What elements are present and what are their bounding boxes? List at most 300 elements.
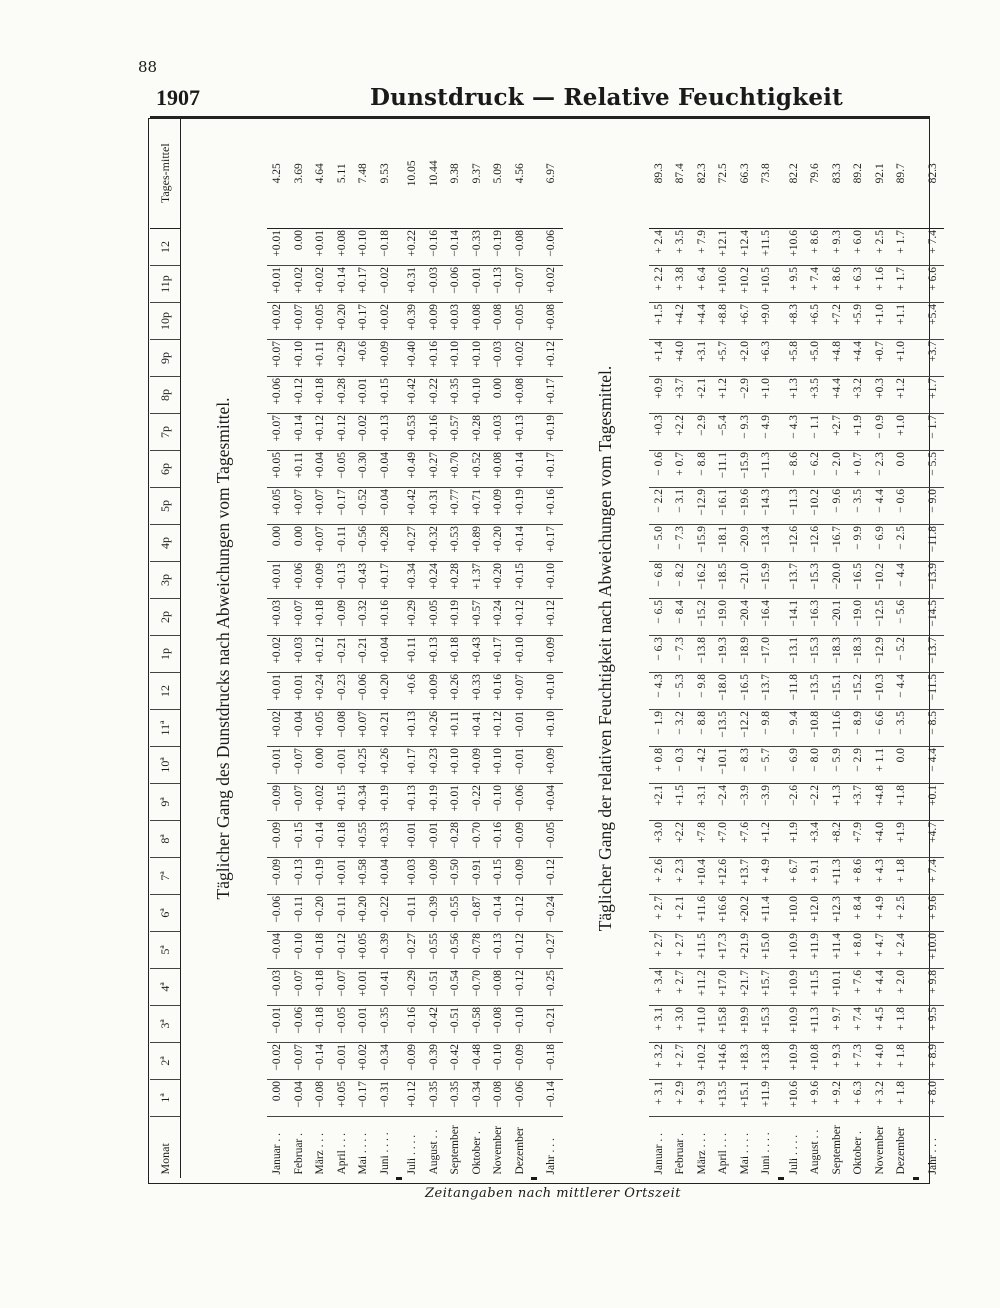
value-cell: +0.40 — [402, 340, 424, 377]
value-cell: +0.13 — [510, 414, 532, 451]
value-cell: 0.00 — [289, 525, 311, 562]
value-cell: −12.2 — [735, 710, 757, 747]
value-cell: −5.4 — [713, 414, 735, 451]
value-cell: +0.01 — [267, 673, 289, 710]
value-cell: −0.22 — [375, 895, 397, 932]
daily-mean-cell: 5.11 — [332, 119, 354, 229]
header-hour: 3ª — [150, 1006, 181, 1043]
value-cell: +0.58 — [353, 858, 375, 895]
header-hour: 9ª — [150, 784, 181, 821]
value-cell: − 3.5 — [891, 710, 913, 747]
value-cell: −0.03 — [424, 266, 446, 303]
value-cell: +0.17 — [353, 303, 375, 340]
value-cell: +0.09 — [467, 747, 489, 784]
value-cell: + 8.0 — [919, 1080, 945, 1117]
value-cell: +0.10 — [537, 673, 563, 710]
value-cell: +21.9 — [735, 932, 757, 969]
table-row — [332, 119, 354, 1179]
daily-mean-cell: 92.1 — [870, 119, 892, 229]
value-cell: + 2.4 — [649, 229, 671, 266]
value-cell: −0.51 — [424, 969, 446, 1006]
daily-mean-cell: 10.44 — [424, 119, 446, 229]
value-cell: + 7.4 — [805, 266, 827, 303]
value-cell: −0.07 — [289, 747, 311, 784]
value-cell: − 4.2 — [692, 747, 714, 784]
value-cell: +2.7 — [827, 414, 849, 451]
value-cell: +0.08 — [467, 303, 489, 340]
value-cell: +0.13 — [424, 636, 446, 673]
table-row — [784, 119, 806, 1179]
value-cell: + 8.6 — [827, 266, 849, 303]
value-cell: +0.27 — [402, 525, 424, 562]
value-cell: + 0.7 — [848, 451, 870, 488]
value-cell: +0.09 — [310, 562, 332, 599]
value-cell: +0.12 — [332, 414, 354, 451]
value-cell: +0.14 — [289, 414, 311, 451]
value-cell: +0.20 — [488, 525, 510, 562]
value-cell: +0.14 — [510, 451, 532, 488]
daily-mean-cell: 73.8 — [756, 119, 778, 229]
value-cell: −0.70 — [467, 821, 489, 858]
value-cell: −0.11 — [402, 895, 424, 932]
value-cell: −0.56 — [445, 932, 467, 969]
value-cell: −12.6 — [784, 525, 806, 562]
value-cell: +0.10 — [488, 747, 510, 784]
value-cell: +0.01 — [353, 377, 375, 414]
value-cell: − 8.2 — [670, 562, 692, 599]
value-cell: −0.33 — [467, 229, 489, 266]
value-cell: +13.7 — [735, 858, 757, 895]
value-cell: − 4.3 — [649, 673, 671, 710]
value-cell: +0.04 — [375, 636, 397, 673]
value-cell: −0.07 — [289, 1043, 311, 1080]
value-cell: −0.02 — [353, 414, 375, 451]
daily-mean-cell: 89.3 — [649, 119, 671, 229]
value-cell: +0.17 — [353, 266, 375, 303]
value-cell: + 3.1 — [649, 1080, 671, 1117]
value-cell: +0.12 — [310, 414, 332, 451]
value-cell: +0.9 — [649, 377, 671, 414]
value-cell: +3.2 — [848, 377, 870, 414]
value-cell: +0.6 — [353, 340, 375, 377]
value-cell: + 9.3 — [827, 1043, 849, 1080]
value-cell: +19.9 — [735, 1006, 757, 1043]
daily-mean-cell: 79.6 — [805, 119, 827, 229]
value-cell: + 7.3 — [848, 1043, 870, 1080]
value-cell: −0.39 — [375, 932, 397, 969]
value-cell: +1.0 — [891, 414, 913, 451]
value-cell: −0.21 — [353, 636, 375, 673]
value-cell: − 8.6 — [784, 451, 806, 488]
table-row — [267, 119, 289, 1179]
value-cell: −0.12 — [537, 858, 563, 895]
value-cell: −0.06 — [510, 784, 532, 821]
value-cell: − 8.8 — [692, 451, 714, 488]
value-cell: +0.18 — [445, 636, 467, 673]
value-cell: + 7.6 — [848, 969, 870, 1006]
value-cell: +7.2 — [827, 303, 849, 340]
value-cell: − 4.3 — [784, 414, 806, 451]
value-cell: +10.8 — [805, 1043, 827, 1080]
value-cell: −19.0 — [713, 599, 735, 636]
value-cell: +12.0 — [805, 895, 827, 932]
value-cell: +2.1 — [692, 377, 714, 414]
value-cell: +0.05 — [332, 1080, 354, 1117]
value-cell: +0.01 — [353, 969, 375, 1006]
value-cell: +0.17 — [537, 451, 563, 488]
value-cell: −0.16 — [488, 821, 510, 858]
value-cell: −0.01 — [332, 747, 354, 784]
value-cell: + 2.5 — [870, 229, 892, 266]
month-label: Januar . . — [652, 1132, 665, 1175]
value-cell: −0.05 — [332, 451, 354, 488]
value-cell: +0.26 — [424, 710, 446, 747]
value-cell: +0.33 — [375, 821, 397, 858]
value-cell: +11.4 — [756, 895, 778, 932]
value-cell: +15.0 — [756, 932, 778, 969]
value-cell: −0.25 — [537, 969, 563, 1006]
value-cell: +11.4 — [827, 932, 849, 969]
daily-mean-cell: 82.3 — [919, 119, 945, 229]
value-cell: −0.04 — [375, 451, 397, 488]
value-cell: +1.2 — [713, 377, 735, 414]
value-cell: + 4.7 — [870, 932, 892, 969]
value-cell: −0.04 — [267, 932, 289, 969]
value-cell: −17.0 — [756, 636, 778, 673]
value-cell: − 5.6 — [891, 599, 913, 636]
value-cell: − 6.9 — [784, 747, 806, 784]
value-cell: +0.10 — [445, 747, 467, 784]
table-row — [488, 119, 510, 1179]
table-row — [827, 119, 849, 1179]
value-cell: +3.5 — [805, 377, 827, 414]
value-cell: −13.8 — [692, 636, 714, 673]
value-cell: −11.3 — [784, 488, 806, 525]
value-cell: −0.18 — [310, 932, 332, 969]
value-cell: −0.56 — [353, 525, 375, 562]
value-cell: +11.9 — [805, 932, 827, 969]
value-cell: −20.9 — [735, 525, 757, 562]
value-cell: +17.0 — [713, 969, 735, 1006]
value-cell: + 3.5 — [670, 229, 692, 266]
value-cell: −14.5 — [919, 599, 945, 636]
value-cell: +1.5 — [670, 784, 692, 821]
value-cell: +0.11 — [310, 340, 332, 377]
value-cell: −0.04 — [289, 710, 311, 747]
value-cell: −0.10 — [488, 784, 510, 821]
value-cell: −18.0 — [713, 673, 735, 710]
value-cell: +0.05 — [310, 710, 332, 747]
value-cell: + 9.8 — [919, 969, 945, 1006]
value-cell: +0.07 — [353, 710, 375, 747]
value-cell: −0.01 — [424, 821, 446, 858]
table-row — [402, 119, 424, 1179]
table-row — [756, 119, 778, 1179]
value-cell: −13.5 — [713, 710, 735, 747]
header-hour: 8ª — [150, 821, 181, 858]
value-cell: +0.28 — [332, 377, 354, 414]
value-cell: −0.07 — [510, 266, 532, 303]
value-cell: +0.13 — [402, 784, 424, 821]
value-cell: + 2.7 — [670, 969, 692, 1006]
value-cell: + 9.5 — [784, 266, 806, 303]
table-row — [510, 119, 532, 1179]
value-cell: −0.18 — [537, 1043, 563, 1080]
header-hour: 8p — [150, 377, 181, 414]
value-cell: 0.00 — [267, 525, 289, 562]
value-cell: +3.7 — [848, 784, 870, 821]
header-hour: 11p — [150, 266, 181, 303]
value-cell: −0.42 — [445, 1043, 467, 1080]
daily-mean-cell: 4.64 — [310, 119, 332, 229]
value-cell: +10.9 — [784, 1006, 806, 1043]
value-cell: −0.18 — [310, 969, 332, 1006]
value-cell: +1.9 — [891, 821, 913, 858]
value-cell: +0.19 — [424, 784, 446, 821]
value-cell: −14.3 — [756, 488, 778, 525]
value-cell: +4.4 — [827, 377, 849, 414]
value-cell: − 8.4 — [670, 599, 692, 636]
table-row — [310, 119, 332, 1179]
value-cell: + 2.3 — [670, 858, 692, 895]
value-cell: + 8.6 — [805, 229, 827, 266]
value-cell: +7.9 — [848, 821, 870, 858]
value-cell: +0.22 — [424, 377, 446, 414]
value-cell: +3.7 — [670, 377, 692, 414]
value-cell: +0.03 — [445, 303, 467, 340]
value-cell: + 8.6 — [848, 858, 870, 895]
value-cell: −18.3 — [848, 636, 870, 673]
value-cell: − 3.5 — [848, 488, 870, 525]
value-cell: + 2.6 — [649, 858, 671, 895]
value-cell: −16.4 — [756, 599, 778, 636]
value-cell: +0.3 — [870, 377, 892, 414]
value-cell: −0.07 — [289, 784, 311, 821]
daily-mean-cell: 83.3 — [827, 119, 849, 229]
value-cell: 0.00 — [488, 377, 510, 414]
value-cell: +0.05 — [424, 599, 446, 636]
value-cell: −0.01 — [353, 1006, 375, 1043]
value-cell: +1.4 — [649, 340, 671, 377]
value-cell: −16.3 — [805, 599, 827, 636]
value-cell: + 3.0 — [670, 1006, 692, 1043]
value-cell: −0.05 — [510, 303, 532, 340]
value-cell: +4.0 — [670, 340, 692, 377]
value-cell: −0.30 — [353, 451, 375, 488]
value-cell: +10.0 — [784, 895, 806, 932]
value-cell: −10.3 — [870, 673, 892, 710]
month-label: Jahr . . . — [545, 1138, 557, 1175]
header-hour: 5p — [150, 488, 181, 525]
header-hour: 9p — [150, 340, 181, 377]
value-cell: − 5.2 — [891, 636, 913, 673]
value-cell: −13.4 — [756, 525, 778, 562]
value-cell: − 0.6 — [649, 451, 671, 488]
value-cell: − 4.9 — [756, 414, 778, 451]
value-cell: + 6.3 — [848, 1080, 870, 1117]
value-cell: +0.18 — [310, 599, 332, 636]
value-cell: −0.39 — [424, 895, 446, 932]
value-cell: + 2.7 — [649, 932, 671, 969]
value-cell: +0.08 — [510, 377, 532, 414]
value-cell: + 2.9 — [670, 1080, 692, 1117]
value-cell: +8.8 — [713, 303, 735, 340]
daily-mean-cell: 5.09 — [488, 119, 510, 229]
value-cell: −21.0 — [735, 562, 757, 599]
value-cell: + 3.8 — [670, 266, 692, 303]
value-cell: + 1.8 — [891, 1043, 913, 1080]
value-cell: −0.18 — [310, 1006, 332, 1043]
value-cell: +0.04 — [310, 451, 332, 488]
value-cell: +10.1 — [827, 969, 849, 1006]
value-cell: +7.6 — [735, 821, 757, 858]
value-cell: +0.05 — [267, 488, 289, 525]
value-cell: +12.6 — [713, 858, 735, 895]
value-cell: +1.0 — [891, 340, 913, 377]
value-cell: −12.6 — [805, 525, 827, 562]
value-cell: −13.9 — [919, 562, 945, 599]
value-cell: +0.03 — [267, 599, 289, 636]
value-cell: +1.9 — [784, 821, 806, 858]
value-cell: +0.09 — [537, 636, 563, 673]
value-cell: −10.1 — [713, 747, 735, 784]
value-cell: −0.13 — [289, 858, 311, 895]
value-cell: + 4.0 — [870, 1043, 892, 1080]
value-cell: +0.28 — [467, 414, 489, 451]
value-cell: −16.1 — [713, 488, 735, 525]
value-cell: −0.03 — [488, 340, 510, 377]
value-cell: +21.7 — [735, 969, 757, 1006]
header-hour: 1ª — [150, 1080, 181, 1117]
value-cell: +0.22 — [402, 229, 424, 266]
value-cell: − 7.3 — [670, 525, 692, 562]
value-cell: + 6.6 — [919, 266, 945, 303]
value-cell: −0.01 — [267, 747, 289, 784]
table-row — [870, 119, 892, 1179]
value-cell: + 2.7 — [649, 895, 671, 932]
value-cell: + 2.0 — [891, 969, 913, 1006]
value-cell: −0.06 — [353, 673, 375, 710]
value-cell: −0.13 — [488, 266, 510, 303]
month-label: März . . . — [314, 1132, 326, 1175]
value-cell: + 6.7 — [784, 858, 806, 895]
value-cell: +0.01 — [267, 266, 289, 303]
value-cell: +0.25 — [353, 747, 375, 784]
value-cell: +0.53 — [445, 525, 467, 562]
value-cell: −0.01 — [332, 1043, 354, 1080]
value-cell: +0.10 — [510, 636, 532, 673]
value-cell: +1.1 — [891, 303, 913, 340]
value-cell: −0.31 — [375, 1080, 397, 1117]
value-cell: +0.41 — [467, 710, 489, 747]
daily-mean-cell: 89.7 — [891, 119, 913, 229]
value-cell: +0.24 — [488, 599, 510, 636]
value-cell: +0.28 — [445, 562, 467, 599]
value-cell: +1.37 — [467, 562, 489, 599]
value-cell: − 9.8 — [692, 673, 714, 710]
value-cell: −0.11 — [332, 525, 354, 562]
table-row — [289, 119, 311, 1179]
value-cell: +0.13 — [375, 414, 397, 451]
value-cell: − 6.5 — [649, 599, 671, 636]
value-cell: −0.21 — [332, 636, 354, 673]
value-cell: +11.5 — [805, 969, 827, 1006]
value-cell: +0.07 — [289, 488, 311, 525]
value-cell: +4.0 — [870, 821, 892, 858]
value-cell: −0.23 — [332, 673, 354, 710]
header-hour: 2ª — [150, 1043, 181, 1080]
value-cell: −0.20 — [310, 895, 332, 932]
value-cell: +0.17 — [537, 377, 563, 414]
footnote: Zeitangaben nach mittlerer Ortszeit — [425, 1186, 681, 1201]
daily-mean-cell: 9.53 — [375, 119, 397, 229]
value-cell: + 1.8 — [891, 858, 913, 895]
value-cell: + 9.6 — [919, 895, 945, 932]
value-cell: +0.20 — [488, 562, 510, 599]
value-cell: −19.3 — [713, 636, 735, 673]
value-cell: +0.70 — [445, 451, 467, 488]
value-cell: −0.08 — [332, 710, 354, 747]
table-row — [649, 119, 671, 1179]
daily-mean-cell: 3.69 — [289, 119, 311, 229]
value-cell: +5.4 — [919, 303, 945, 340]
value-cell: +10.6 — [784, 1080, 806, 1117]
header-hour: 6p — [150, 451, 181, 488]
value-cell: + 4.9 — [870, 895, 892, 932]
value-cell: +0.02 — [310, 784, 332, 821]
value-cell: − 2.3 — [870, 451, 892, 488]
value-cell: −0.15 — [289, 821, 311, 858]
value-cell: + 9.7 — [827, 1006, 849, 1043]
value-cell: −0.08 — [310, 1080, 332, 1117]
value-cell: − 0.3 — [670, 747, 692, 784]
month-label: Februar . — [292, 1132, 305, 1175]
value-cell: −0.48 — [467, 1043, 489, 1080]
value-cell: − 8.8 — [692, 710, 714, 747]
year-label: 1907 — [156, 85, 200, 110]
daily-mean-cell: 87.4 — [670, 119, 692, 229]
daily-mean-cell: 89.2 — [848, 119, 870, 229]
value-cell: −0.51 — [445, 1006, 467, 1043]
month-label: Januar . . — [271, 1132, 283, 1175]
value-cell: +11.6 — [692, 895, 714, 932]
value-cell: +0.20 — [332, 303, 354, 340]
value-cell: −10.8 — [805, 710, 827, 747]
value-cell: −0.07 — [289, 969, 311, 1006]
value-cell: − 4.4 — [870, 488, 892, 525]
table-row — [424, 119, 446, 1179]
value-cell: 0.00 — [267, 1080, 289, 1117]
value-cell: +10.2 — [735, 266, 757, 303]
month-label: Juli . . . . — [787, 1134, 800, 1175]
value-cell: +1.0 — [756, 377, 778, 414]
value-cell: +0.12 — [537, 340, 563, 377]
value-cell: − 6.8 — [649, 562, 671, 599]
section-title: Täglicher Gang der relativen Feuchtigkeit nach Abweichungen vom Tagesmittel. — [594, 365, 615, 932]
value-cell: +0.17 — [537, 525, 563, 562]
value-cell: + 3.2 — [870, 1080, 892, 1117]
value-cell: +0.52 — [467, 451, 489, 488]
value-cell: −0.05 — [537, 821, 563, 858]
month-label: August . . — [427, 1129, 440, 1175]
value-cell: −0.04 — [289, 1080, 311, 1117]
value-cell: +1.9 — [848, 414, 870, 451]
value-cell: +0.08 — [488, 451, 510, 488]
value-cell: +0.11 — [289, 451, 311, 488]
value-cell: +0.1 — [919, 784, 945, 821]
value-cell: +11.3 — [827, 858, 849, 895]
value-cell: −0.41 — [375, 969, 397, 1006]
